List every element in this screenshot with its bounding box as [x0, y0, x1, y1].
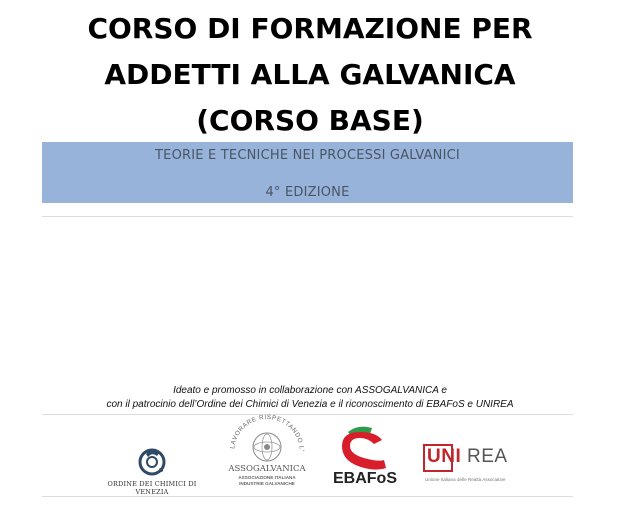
ordine-name: ORDINE DEI CHIMICI DI VENEZIA: [107, 480, 197, 496]
divider-bottom: [42, 496, 573, 497]
asso-name: ASSOGALVANICA: [228, 464, 306, 474]
asso-arc-text: LAVORARE RISPETTANDO L': [229, 413, 306, 452]
divider-top: [42, 216, 573, 217]
document-title: [0, 6, 620, 144]
unirea-logo: [423, 444, 533, 490]
ebafos-emblem-icon: [328, 424, 402, 472]
unirea-uni-text: UNI: [427, 446, 462, 467]
title-line-2: ADDETTI ALLA GALVANICA: [104, 58, 516, 91]
subtitle-topic: TEORIE E TECNICHE NEI PROCESSI GALVANICI: [155, 148, 460, 163]
svg-text:LAVORARE RISPETTANDO L'AMBIENT: [222, 412, 305, 452]
credits-line-2: con il patrocinio dell’Ordine dei Chimici di Venezia e il riconoscimento di EBAFoS e UNIREA: [106, 399, 514, 410]
asso-sub-line-1: ASSOCIAZIONE ITALIANA: [238, 475, 296, 480]
credits-text: [0, 384, 620, 412]
ordine-chimici-logo: [97, 440, 207, 496]
assogalvanica-emblem-icon: [222, 412, 312, 464]
title-line-3: (CORSO BASE): [196, 104, 424, 137]
ordine-emblem-icon: [97, 440, 207, 480]
unirea-rea-text: REA: [467, 446, 508, 467]
title-line-1: CORSO DI FORMAZIONE PER: [87, 12, 533, 45]
subtitle-band: [42, 142, 573, 203]
assogalvanica-logo: [222, 412, 312, 492]
asso-subtitle: [222, 475, 312, 486]
asso-sub-line-2: INDUSTRIE GALVANICHE: [239, 480, 295, 486]
ebafos-name: EBAFoS: [333, 470, 397, 487]
subtitle-edition: 4° EDIZIONE: [265, 185, 350, 200]
credits-line-1: Ideato e promosso in collaborazione con ASSOGALVANICA e: [173, 385, 447, 396]
ebafos-logo: [328, 424, 402, 490]
unirea-tagline: Unione Italiana delle Realtà Associative: [425, 477, 506, 482]
